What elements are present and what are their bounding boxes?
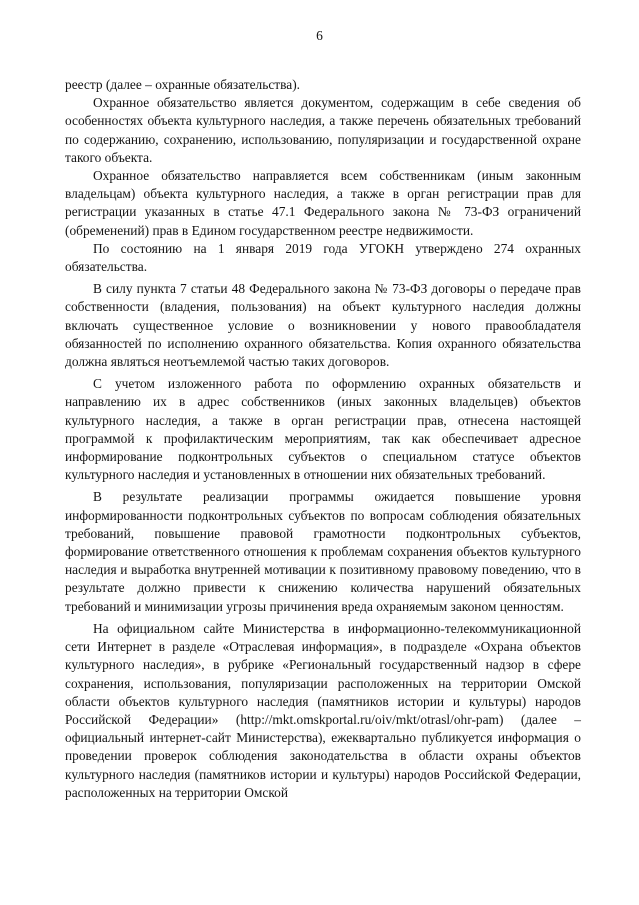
document-body	[65, 76, 581, 802]
page-number: 6	[316, 28, 323, 43]
paragraph-approved-count: По состоянию на 1 января 2019 года УГОКН утверждено 274 охранных обязательства.	[65, 240, 581, 275]
paragraph-security-obligation-definition: Охранное обязательство является документом, содержащим в себе сведения об особенностях объекта культурного наследия, а также перечень обязательных требований по содержанию, сохранению, использованию, популяризации и государственной охране такого объекта.	[65, 95, 581, 165]
paragraph-website-publication: На официальном сайте Министерства в информационно-телекоммуникационной сети Интернет в разделе «Отраслевая информация», в подразделе «Охрана объектов культурного наследия», в рубрике «Региональный государственный надзор в сфере сохранения, использования, популяризации расположенных на территории Омской области объектов культурного наследия (памятников истории и культуры) народов Российской Федерации» (http://mkt.omskportal.ru/oiv/mkt/otrasl/ohr-pam) (далее – официальный интернет-сайт Министерства), ежеквартально публикуется информация о проведении проверок соблюдения законодательства в области охраны объектов культурного наследия (памятников истории и культуры) народов Российской Федерации, расположенных на территории Омской	[65, 620, 581, 800]
paragraph-obligation-recipients: Охранное обязательство направляется всем собственникам (иным законным владельцам) объекта культурного наследия, а также в орган регистрации прав для регистрации указанных в статье 47.1 Федерального закона № 73-ФЗ ограничений (обременений) прав в Едином государственном реестре недвижимости.	[65, 168, 581, 238]
paragraph-contract-terms: В силу пункта 7 статьи 48 Федерального закона № 73-ФЗ договоры о передаче прав собственности (владения, пользования) на объект культурного наследия должны включать существенное условие о возникновении у нового правообладателя обязанностей по исполнению охранного обязательства. Копия охранного обязательства должна являться неотъемлемой частью таких договоров.	[65, 281, 581, 370]
paragraph-continuation: реестр (далее – охранные обязательства).	[65, 77, 301, 92]
paragraph-program-results: В результате реализации программы ожидается повышение уровня информированности подконтрольных субъектов по вопросам соблюдения обязательных требований, повышение правовой грамотности подконтрольных субъектов, формирование ответственного отношения к проблемам сохранения объектов культурного наследия и выработка внутренней мотивации к позитивному правовому поведению, что в результате должно привести к снижению количества нарушений обязательных требований и минимизации угрозы причинения вреда охраняемым законом ценностям.	[65, 489, 581, 614]
paragraph-preventive-measures: С учетом изложенного работа по оформлению охранных обязательств и направлению их в адрес собственников (иных законных владельцев) объектов культурного наследия, а также в орган регистрации прав, отнесена настоящей программой к профилактическим мероприятиям, так как обеспечивает адресное информирование подконтрольных субъектов о специальном статусе объектов культурного наследия и установленных в отношении них обязательных требований.	[65, 376, 581, 483]
